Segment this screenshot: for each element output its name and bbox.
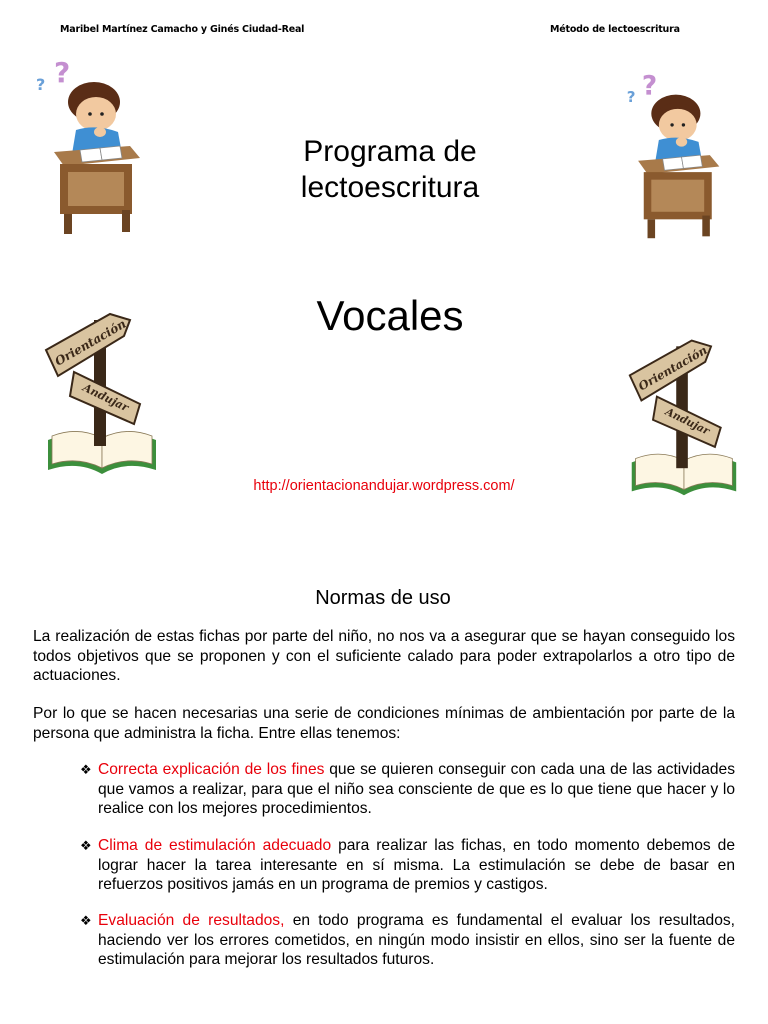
list-item (80, 760, 735, 819)
page-subtitle: Vocales (316, 292, 464, 339)
header-method: Método de lectoescritura (550, 24, 680, 35)
list-item (80, 836, 735, 895)
header-authors: Maribel Martínez Camacho y Ginés Ciudad-Real (60, 24, 305, 35)
signpost-bottom-text: Andujar (663, 405, 712, 438)
bullet-diamond-icon: ❖ (80, 762, 92, 777)
signpost-top-text: Orientación (635, 342, 710, 394)
list-item (80, 911, 735, 970)
bullet-diamond-icon: ❖ (80, 913, 92, 928)
section-title: Normas de uso (315, 587, 451, 609)
svg-text:?: ? (36, 75, 46, 94)
bullet-diamond-icon: ❖ (80, 838, 92, 853)
title-line-1: Programa de (303, 135, 477, 168)
bullet-text: para realizar las fichas, en todo momento debemos de lograr hacer la tarea interesante en sí misma. La estimulación se debe de basar en refuerzos positivos jamás en un programa de premios y castigos. (98, 837, 736, 893)
page-title (0, 134, 768, 206)
svg-text:?: ? (54, 56, 71, 89)
paragraph-intro: La realización de estas fichas por parte del niño, no nos va a asegurar que se hayan conseguido los todos objetivos que se proponen y con el suficiente calado para poder extrapolarlos a otro tipo de actuaciones. (33, 628, 735, 684)
bullet-highlight: Evaluación de resultados, (98, 912, 285, 929)
svg-text:?: ? (641, 70, 658, 102)
bullet-text: que se quieren conseguir con cada una de las actividades que vamos a realizar, para que el niño sea consciente de que es lo que tiene que hacer y lo realice con los mejores procedimientos. (98, 761, 735, 817)
title-line-2: lectoescritura (300, 171, 480, 204)
blog-link[interactable]: http://orientacionandujar.wordpress.com/ (253, 478, 515, 494)
bullet-highlight: Correcta explicación de los fines (98, 761, 325, 778)
bullet-highlight: Clima de estimulación adecuado (98, 837, 332, 854)
bullet-text: en todo programa es fundamental el evaluar los resultados, haciendo ver los errores cometidos, en ningún modo insistir en ellos, sino ser la fuente de estimulación para mejorar los resultados futuros. (98, 912, 735, 968)
signpost-bottom-text: Andujar (80, 381, 131, 415)
paragraph-conditions: Por lo que se hacen necesarias una serie de condiciones mínimas de ambientación por parte de la persona que administra la ficha. Entre ellas tenemos: (33, 705, 735, 742)
svg-text:?: ? (626, 88, 636, 107)
signpost-top-text: Orientación (52, 316, 129, 369)
